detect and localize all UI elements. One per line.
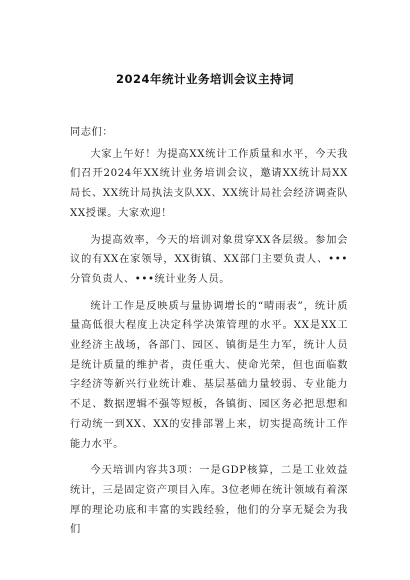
paragraph-training-content: 今天培训内容共3项：一是GDP核算，二是工业效益统计，三是固定资产项目入库。3位老师在统计领域有着深厚的理论功底和丰富的实践经验，他们的分享无疑会为我们 — [70, 465, 348, 536]
salutation: 同志们： — [70, 127, 114, 138]
paragraph-opening: 大家上午好！为提高XX统计工作质量和水平，今天我们召开2024年XX统计业务培训会议，邀请XX统计局XX局长、XX统计局执法支队XX、XX统计局社会经济调查队XX授课。大家欢迎！ — [70, 148, 348, 219]
document-title: 2024年统计业务培训会议主持词 — [115, 72, 294, 86]
paragraph-attendees: 为提高效率，今天的培训对象贯穿XX各层级。参加会议的有XX在家领导，XX街镇、XX部门主要负责人、•••分管负责人、•••统计业务人员。 — [70, 234, 348, 285]
paragraph-importance: 统计工作是反映质与量协调增长的“晴雨表”，统计质量高低很大程度上决定科学决策管理的水平。XX是XX工业经济主战场，各部门、园区、镇街是生力军，统计人员是统计质量的维护者，责任重大、使命光荣，但也面临数字经济等新兴行业统计难、基层基础力量较弱、专业能力不足、数据逻辑不强等短板，各镇街、园区务必把思想和行动统一到XX、XX的安排部署上来，切实提高统计工作能力水平。 — [70, 300, 348, 450]
document-body — [70, 123, 348, 547]
